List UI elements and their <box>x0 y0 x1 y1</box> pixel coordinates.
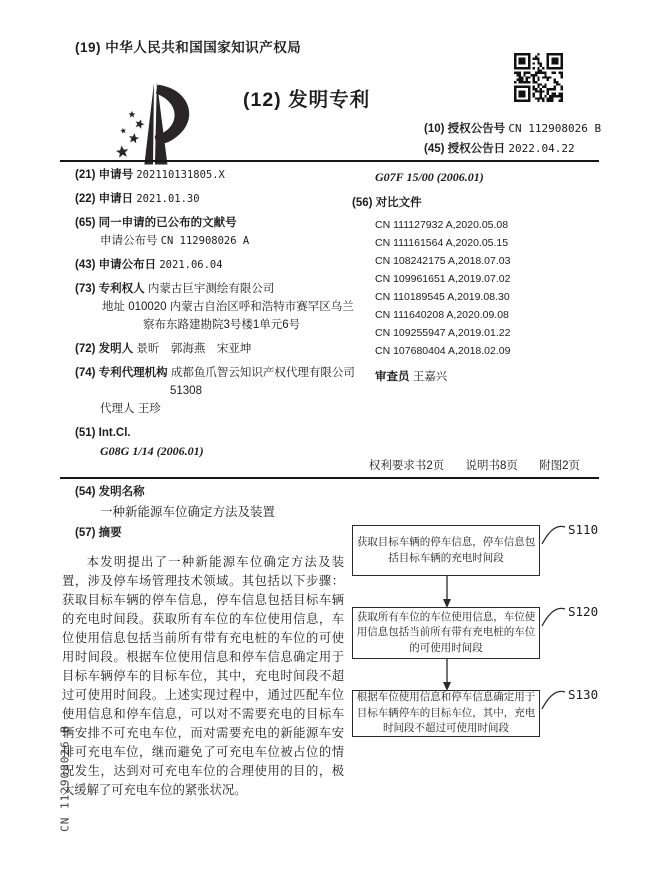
application-number-value: 202110131805.X <box>136 169 225 181</box>
intcl-row <box>75 424 360 442</box>
intcl-class-2: G07F 15/00 (2006.01) <box>375 170 484 184</box>
flowchart-figure <box>352 520 620 765</box>
inventors-value: 景昕 郭海燕 宋亚坤 <box>136 343 252 355</box>
application-date-label: (22) 申请日 <box>75 193 134 205</box>
publication-number-row <box>100 232 360 250</box>
publication-number-label: 申请公布号 <box>100 235 158 247</box>
application-date-row <box>75 190 360 208</box>
issuing-office: (19) 中华人民共和国国家知识产权局 <box>75 40 302 55</box>
grant-date-value: 2022.04.22 <box>508 142 575 155</box>
reference-item: CN 111127932 A,2020.05.08 <box>375 219 509 231</box>
grant-number-row <box>424 119 601 139</box>
reference-item: CN 109961651 A,2019.07.02 <box>375 273 511 285</box>
document-kind-title: (12) 发明专利 <box>243 89 371 111</box>
intcl-class-1: G08G 1/14 (2006.01) <box>100 444 204 458</box>
flow-step-label-1: S110 <box>568 522 599 537</box>
examiner-label: 审查员 <box>375 371 410 383</box>
prior-publication-label: (65) 同一申请的已公布的文献号 <box>75 217 237 229</box>
agent-value: 王珍 <box>137 403 161 415</box>
grant-number-value: CN 112908026 B <box>508 122 602 135</box>
publication-date-row <box>75 256 360 274</box>
address-row <box>102 298 360 334</box>
abstract-divider <box>60 477 599 479</box>
flow-step-label-2: S120 <box>568 604 599 619</box>
abstract-label: (57) 摘要 <box>75 527 122 539</box>
biblio-right-column <box>352 166 600 386</box>
examiner-value: 王嘉兴 <box>412 371 448 383</box>
invention-title: 一种新能源车位确定方法及装置 <box>100 505 276 519</box>
inventors-label: (72) 发明人 <box>75 343 134 355</box>
agency-row <box>75 364 360 400</box>
intcl-label: (51) Int.Cl. <box>75 427 131 439</box>
page-counts-row <box>60 457 580 473</box>
qr-code <box>514 53 563 102</box>
reference-item: CN 107680404 A,2018.02.09 <box>375 345 511 357</box>
claims-pages: 权利要求书2页 <box>368 460 445 472</box>
grant-date-row <box>424 139 601 159</box>
prior-publication-row <box>75 214 360 232</box>
flow-step-box-1: 获取目标车辆的停车信息，停车信息包括目标车辆的充电时间段 <box>352 525 540 576</box>
reference-item: CN 111161564 A,2020.05.15 <box>375 237 509 249</box>
references-list <box>375 216 600 360</box>
description-pages: 说明书8页 <box>465 460 518 472</box>
publication-date-value: 2021.06.04 <box>159 259 223 271</box>
examiner-row <box>375 368 600 386</box>
header-divider <box>60 160 599 162</box>
biblio-left-column <box>60 166 360 460</box>
agent-row <box>100 400 360 418</box>
address-label: 地址 <box>102 301 125 313</box>
publication-number-value: CN 112908026 A <box>160 235 250 247</box>
patentee-value: 内蒙古巨宇测绘有限公司 <box>147 283 275 295</box>
references-label: (56) 对比文件 <box>352 197 422 209</box>
agency-label: (74) 专利代理机构 <box>75 367 168 379</box>
reference-item: CN 109255947 A,2019.01.22 <box>375 327 511 339</box>
drawings-pages: 附图2页 <box>539 460 580 472</box>
flow-step-label-3: S130 <box>568 687 599 702</box>
reference-item: CN 108242175 A,2018.07.03 <box>375 255 511 267</box>
invention-title-label: (54) 发明名称 <box>75 486 145 498</box>
address-value: 010020 内蒙古自治区呼和浩特市赛罕区乌兰察布东路建勘院3号楼1单元6号 <box>128 301 354 331</box>
flow-step-box-2: 获取所有车位的车位使用信息，车位使用信息包括当前所有带有充电桩的车位的可使用时间段 <box>352 607 540 659</box>
patentee-label: (73) 专利权人 <box>75 283 145 295</box>
application-date-value: 2021.01.30 <box>136 193 200 205</box>
grant-publication-block <box>424 119 601 159</box>
reference-item: CN 111640208 A,2020.09.08 <box>375 309 509 321</box>
grant-number-label: (10) 授权公告号 <box>424 123 506 135</box>
inventors-row <box>75 340 360 358</box>
flow-step-box-3: 根据车位使用信息和停车信息确定用于目标车辆停车的目标车位，其中，充电时间段不超过可使用时间段 <box>352 690 540 737</box>
grant-date-label: (45) 授权公告日 <box>424 143 506 155</box>
agency-value: 成都鱼爪智云知识产权代理有限公司 51308 <box>170 367 355 397</box>
agent-label: 代理人 <box>100 403 135 415</box>
abstract-text: 本发明提出了一种新能源车位确定方法及装置，涉及停车场管理技术领域。其包括以下步骤：获取目标车辆的停车信息，停车信息包括目标车辆的充电时间段。获取所有车位的车位使用信息，车位使用信息包括当前所有带有充电桩的车位的可使用时间段。根据车位使用信息和停车信息确定用于目标车辆停车的目标车位，其中，充电时间段不超过可使用时间段。上述实现过程中，通过匹配车位使用信息和停车信息，可以对不需要充电的目标车辆安排不可充电车位，而对需要充电的新能源车安排可充电车位，继而避免了可充电车位被占位的情况发生，达到对可充电车位的合理使用的目的，极大缓解了可充电车位的紧张状况。 <box>62 555 344 798</box>
reference-item: CN 110189545 A,2019.08.30 <box>375 291 510 303</box>
patentee-row <box>75 280 360 298</box>
publication-date-label: (43) 申请公布日 <box>75 259 157 271</box>
side-document-code: CN 112908026 B <box>58 725 72 832</box>
cnipa-logo-icon <box>106 80 202 164</box>
application-number-label: (21) 申请号 <box>75 169 134 181</box>
application-number-row <box>75 166 360 184</box>
